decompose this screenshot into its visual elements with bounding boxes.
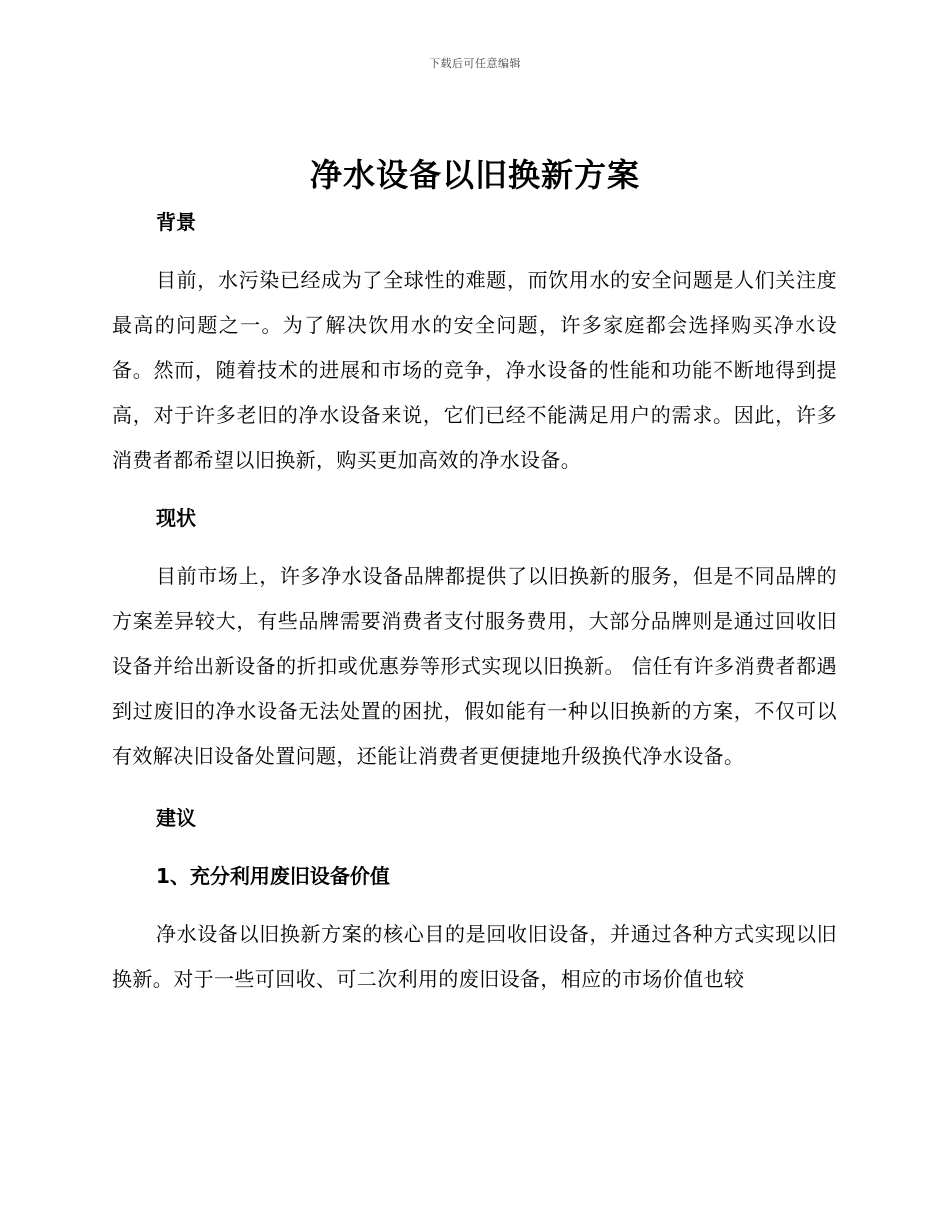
section-heading-suggestions: 建议: [156, 806, 196, 830]
section-heading-background: 背景: [156, 210, 196, 234]
page-header-note: 下载后可任意编辑: [429, 57, 521, 70]
paragraph-reuse-value: 净水设备以旧换新方案的核心目的是回收旧设备，并通过各种方式实现以旧换新。对于一些可回收、可二次利用的废旧设备，相应的市场价值也较: [112, 922, 837, 991]
document-title: 净水设备以旧换新方案: [309, 156, 640, 194]
subheading-reuse-value: 1、充分利用废旧设备价值: [156, 864, 390, 888]
section-heading-status: 现状: [156, 506, 196, 530]
paragraph-background: 目前，水污染已经成为了全球性的难题，而饮用水的安全问题是人们关注度最高的问题之一。为了解决饮用水的安全问题，许多家庭都会选择购买净水设备。然而，随着技术的进展和市场的竞争，净水设备的性能和功能不断地得到提高，对于许多老旧的净水设备来说，它们已经不能满足用户的需求。因此，许多消费者都希望以旧换新，购买更加高效的净水设备。: [112, 268, 837, 472]
paragraph-status: 目前市场上，许多净水设备品牌都提供了以旧换新的服务，但是不同品牌的方案差异较大，有些品牌需要消费者支付服务费用，大部分品牌则是通过回收旧设备并给出新设备的折扣或优惠券等形式实现以旧换新。 信任有许多消费者都遇到过废旧的净水设备无法处置的困扰，假如能有一种以旧换新的方案，不仅可以有效解决旧设备处置问题，还能让消费者更便捷地升级换代净水设备。: [112, 564, 837, 768]
document-body: [112, 200, 837, 1002]
